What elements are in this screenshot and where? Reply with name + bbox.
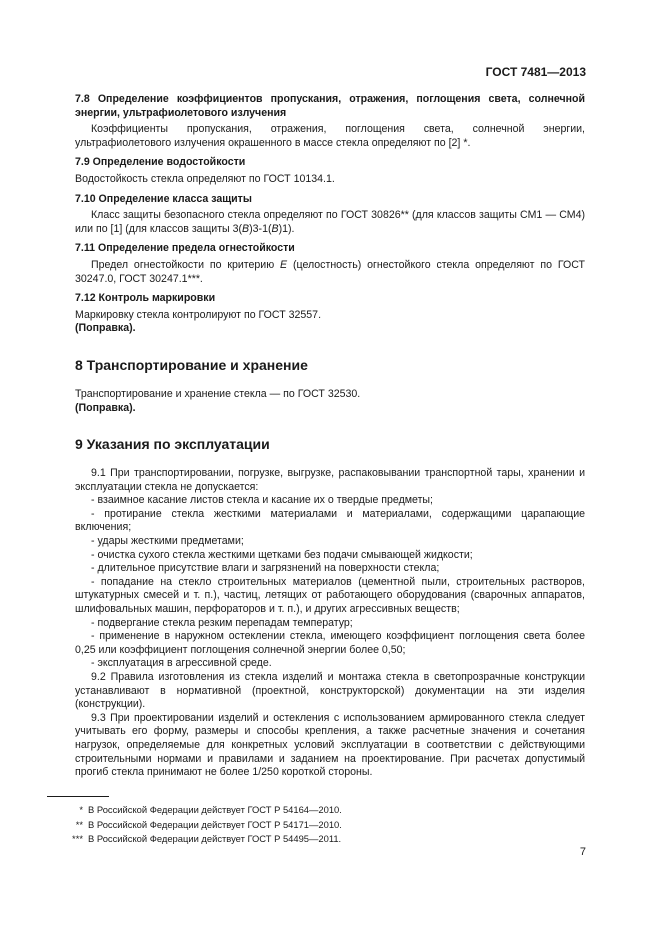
list-item: - взаимное касание листов стекла и касание их о твердые предметы; [91, 494, 433, 507]
section-7-10-body: Класс защиты безопасного стекла определяют по ГОСТ 30826** (для классов защиты СМ1 — СМ4) или по [1] (для классов защиты 3(В)3-1(В)1). [75, 209, 585, 235]
section-9-1-text: 9.1 При транспортировании, погрузке, выгрузке, распаковывании транспортной тары, хранении и эксплуатации стекла не допускается: [75, 467, 585, 493]
footnote: ** В Российской Федерации действует ГОСТ Р 54171—2010. [75, 818, 342, 830]
list-item: - протирание стекла жесткими материалами и материалами, содержащими царапающие включения; [75, 507, 585, 534]
prohibitions-list [75, 494, 585, 671]
section-9-heading: 9 Указания по эксплуатации [75, 436, 270, 453]
footnote: *** В Российской Федерации действует ГОСТ Р 54495—2011. [72, 833, 342, 844]
section-7-12-heading: 7.12 Контроль маркировки [75, 292, 216, 305]
section-8-note: (Поправка). [75, 401, 136, 414]
section-9-2-text: 9.2 Правила изготовления из стекла изделий и монтажа стекла в светопрозрачные конструкции устанавливают в нормативной (проектной, конструкторской) документации на эти изделия (конструкции). [75, 671, 585, 711]
list-item: - очистка сухого стекла жесткими щетками без подачи смывающей жидкости; [91, 548, 473, 561]
section-7-12-body: Маркировку стекла контролируют по ГОСТ 32557. [75, 308, 322, 321]
page-number: 7 [579, 846, 586, 858]
section-7-12-note: (Поправка). [75, 322, 136, 335]
footnote: * В Российской Федерации действует ГОСТ Р 54164—2010. [79, 804, 342, 815]
section-7-8-body: Коэффициенты пропускания, отражения, поглощения света, солнечной энергии, ультрафиолетового излучения окрашенного в массе стекла определяют по [2] *. [75, 123, 585, 149]
section-7-8-heading: 7.8 Определение коэффициентов пропускания, отражения, поглощения света, солнечной энергии, ультрафиолетового излучения [75, 93, 585, 119]
list-item: - попадание на стекло строительных материалов (цементной пыли, строительных растворов, штукатурных смесей и т. п.), частиц, летящих от работающего оборудования (сварочных аппаратов, шлифовальных машин, перфораторов и т. п.), и других агрессивных веществ; [75, 575, 585, 616]
section-7-11-heading: 7.11 Определение предела огнестойкости [75, 242, 295, 255]
section-7-11-body: Предел огнестойкости по критерию Е (целостность) огнестойкого стекла определяют по ГОСТ 30247.0, ГОСТ 30247.1***. [75, 258, 586, 285]
section-9-3-text: 9.3 При проектировании изделий и остекления с использованием армированного стекла следует учитывать его форму, размеры и способы крепления, а также расчетные значения и сочетания нагрузок, определяемые для конкретных условий эксплуатации в соответствии с действующими строительными нормами и правилами и заданием на проектирование. При расчетах допустимый прогиб стекла принимают не более 1/250 короткой стороны. [75, 711, 585, 779]
section-8-heading: 8 Транспортирование и хранение [75, 356, 308, 373]
list-item: - удары жесткими предметами; [91, 535, 244, 548]
section-7-9-body: Водостойкость стекла определяют по ГОСТ 10134.1. [75, 172, 335, 185]
footnote-separator [47, 796, 109, 797]
section-7-10-heading: 7.10 Определение класса защиты [75, 192, 252, 205]
footnotes [47, 803, 342, 847]
section-8-body: Транспортирование и хранение стекла — по ГОСТ 32530. [75, 387, 361, 400]
list-item: - применение в наружном остеклении стекла, имеющего коэффициент поглощения света более 0,25 или коэффициент поглощения солнечной энергии более 0,50; [75, 630, 585, 656]
page-content [75, 93, 585, 780]
list-item: - длительное присутствие влаги и загрязнений на поверхности стекла; [91, 562, 440, 575]
section-7-9-heading: 7.9 Определение водостойкости [75, 156, 246, 169]
list-item: - эксплуатация в агрессивной среде. [91, 657, 272, 670]
list-item: - подвергание стекла резким перепадам температур; [91, 616, 353, 629]
document-code: ГОСТ 7481—2013 [485, 65, 586, 79]
